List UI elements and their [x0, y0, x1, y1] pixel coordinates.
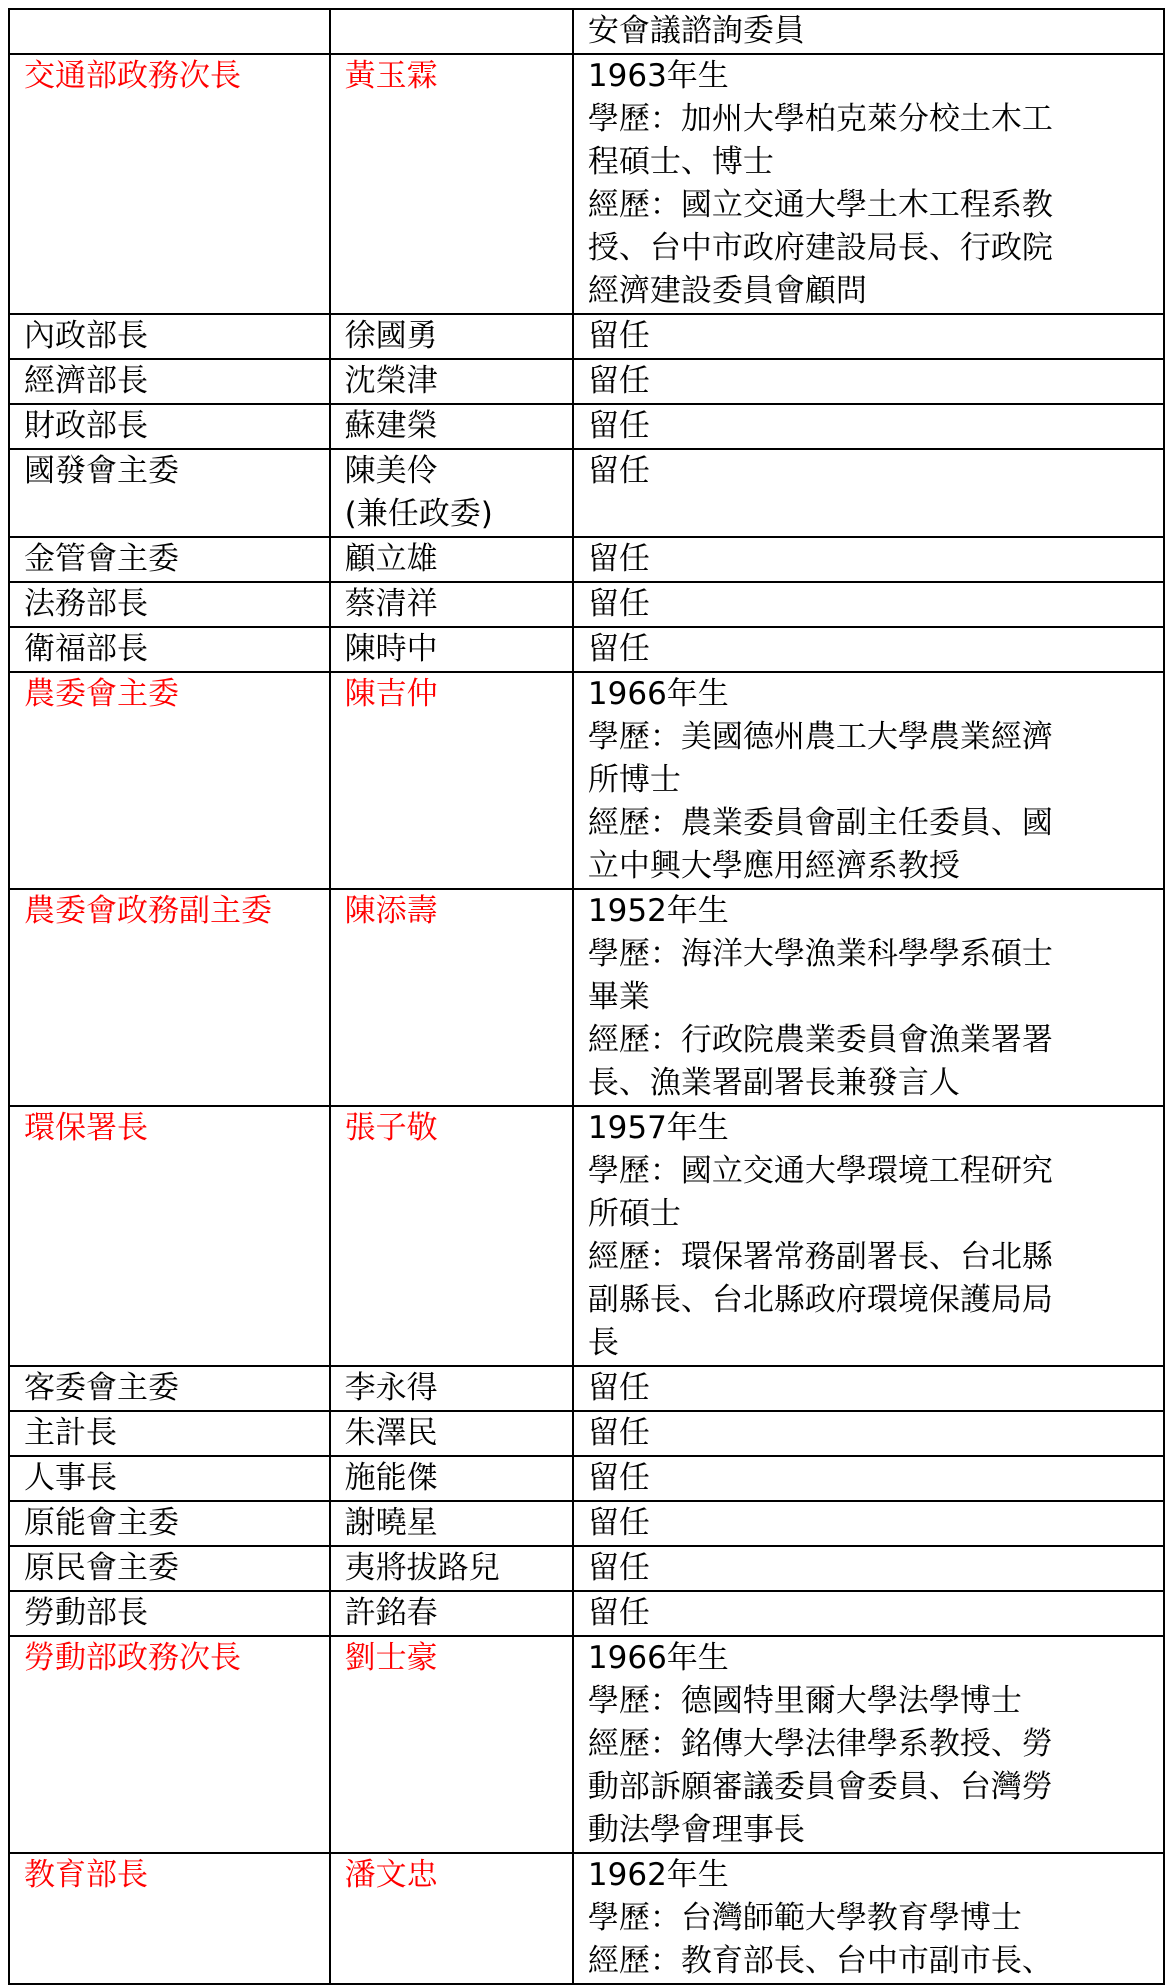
- position-cell: 原民會主委: [9, 1546, 330, 1591]
- background-line: 長: [587, 1325, 619, 1361]
- position-cell: 勞動部長: [9, 1591, 330, 1636]
- name-cell: 朱澤民: [330, 1411, 573, 1456]
- background-cell: [573, 314, 1164, 359]
- background-cell: [573, 537, 1164, 582]
- position-cell: 經濟部長: [9, 359, 330, 404]
- background-line: 經歷：教育部長、台中市副市長、: [587, 1943, 1053, 1979]
- background-line: 1952年生: [587, 893, 729, 929]
- table-row: [9, 9, 1164, 54]
- position-cell: [9, 9, 330, 54]
- table-row: [9, 1591, 1164, 1636]
- name-cell: 黃玉霖: [330, 54, 573, 314]
- name-cell: 施能傑: [330, 1456, 573, 1501]
- background-line: 留任: [587, 453, 650, 489]
- position-cell: 環保署長: [9, 1106, 330, 1366]
- table-row: [9, 449, 1164, 537]
- name-cell: 陳時中: [330, 627, 573, 672]
- background-cell: [573, 449, 1164, 537]
- position-cell: 財政部長: [9, 404, 330, 449]
- background-line: 長、漁業署副署長兼發言人: [587, 1065, 960, 1101]
- table-row: [9, 889, 1164, 1106]
- background-line: 留任: [587, 631, 650, 667]
- table-row: [9, 1853, 1164, 1984]
- name-cell: 蔡清祥: [330, 582, 573, 627]
- background-cell: [573, 1411, 1164, 1456]
- background-line: 1966年生: [587, 676, 729, 712]
- table-row: [9, 537, 1164, 582]
- background-cell: [573, 1501, 1164, 1546]
- background-cell: [573, 1546, 1164, 1591]
- background-line: 所博士: [587, 762, 681, 798]
- name-cell: 顧立雄: [330, 537, 573, 582]
- background-cell: [573, 672, 1164, 889]
- name-cell: 陳添壽: [330, 889, 573, 1106]
- name-cell: 李永得: [330, 1366, 573, 1411]
- position-cell: 交通部政務次長: [9, 54, 330, 314]
- background-line: 留任: [587, 586, 650, 622]
- background-cell: [573, 627, 1164, 672]
- background-line: 程碩士、博士: [587, 144, 774, 180]
- background-line: 經歷：行政院農業委員會漁業署署: [587, 1022, 1053, 1058]
- background-cell: [573, 54, 1164, 314]
- table-row: [9, 1546, 1164, 1591]
- name-cell: 夷將拔路兒: [330, 1546, 573, 1591]
- position-cell: 衛福部長: [9, 627, 330, 672]
- name-cell: 劉士豪: [330, 1636, 573, 1853]
- background-line: 留任: [587, 1460, 650, 1496]
- background-line: 留任: [587, 1370, 650, 1406]
- background-line: 授、台中市政府建設局長、行政院: [587, 230, 1053, 266]
- position-cell: 客委會主委: [9, 1366, 330, 1411]
- background-line: 經歷：環保署常務副署長、台北縣: [587, 1239, 1053, 1275]
- position-cell: 法務部長: [9, 582, 330, 627]
- table-row: [9, 54, 1164, 314]
- background-cell: [573, 1366, 1164, 1411]
- background-line: 安會議諮詢委員: [587, 13, 805, 49]
- position-cell: 原能會主委: [9, 1501, 330, 1546]
- position-cell: 人事長: [9, 1456, 330, 1501]
- background-cell: [573, 1591, 1164, 1636]
- background-line: 經濟建設委員會顧問: [587, 273, 867, 309]
- cabinet-table: [8, 8, 1165, 1985]
- table-row: [9, 1456, 1164, 1501]
- background-cell: [573, 582, 1164, 627]
- background-line: 動部訴願審議委員會委員、台灣勞: [587, 1769, 1053, 1805]
- background-line: 留任: [587, 408, 650, 444]
- table-row: [9, 627, 1164, 672]
- background-cell: [573, 1106, 1164, 1366]
- background-line: 經歷：國立交通大學土木工程系教: [587, 187, 1053, 223]
- background-line: 1962年生: [587, 1857, 729, 1893]
- table-row: [9, 1366, 1164, 1411]
- background-line: 1963年生: [587, 58, 729, 94]
- background-line: 學歷：國立交通大學環境工程研究: [587, 1153, 1053, 1189]
- name-cell: 陳美伶 (兼任政委): [330, 449, 573, 537]
- table-row: [9, 1411, 1164, 1456]
- background-line: 留任: [587, 1550, 650, 1586]
- background-cell: [573, 1456, 1164, 1501]
- position-cell: 金管會主委: [9, 537, 330, 582]
- background-line: 留任: [587, 363, 650, 399]
- background-cell: [573, 1636, 1164, 1853]
- cabinet-table-body: [9, 9, 1164, 1984]
- background-line: 留任: [587, 1415, 650, 1451]
- background-line: 留任: [587, 1595, 650, 1631]
- background-line: 學歷：台灣師範大學教育學博士: [587, 1900, 1022, 1936]
- background-line: 學歷：加州大學柏克萊分校土木工: [587, 101, 1053, 137]
- name-cell: 許銘春: [330, 1591, 573, 1636]
- background-line: 學歷：德國特里爾大學法學博士: [587, 1683, 1022, 1719]
- position-cell: 勞動部政務次長: [9, 1636, 330, 1853]
- name-cell: 徐國勇: [330, 314, 573, 359]
- table-row: [9, 359, 1164, 404]
- table-row: [9, 404, 1164, 449]
- background-line: 1966年生: [587, 1640, 729, 1676]
- table-row: [9, 1106, 1164, 1366]
- background-cell: [573, 9, 1164, 54]
- background-line: 1957年生: [587, 1110, 729, 1146]
- table-row: [9, 314, 1164, 359]
- position-cell: 農委會主委: [9, 672, 330, 889]
- background-cell: [573, 359, 1164, 404]
- background-cell: [573, 1853, 1164, 1984]
- background-cell: [573, 889, 1164, 1106]
- background-line: 學歷：美國德州農工大學農業經濟: [587, 719, 1053, 755]
- background-line: 留任: [587, 1505, 650, 1541]
- table-row: [9, 1501, 1164, 1546]
- position-cell: 國發會主委: [9, 449, 330, 537]
- background-line: 所碩士: [587, 1196, 681, 1232]
- name-cell: 謝曉星: [330, 1501, 573, 1546]
- name-cell: 蘇建榮: [330, 404, 573, 449]
- background-line: 動法學會理事長: [587, 1812, 805, 1848]
- name-cell: 沈榮津: [330, 359, 573, 404]
- background-line: 畢業: [587, 979, 650, 1015]
- name-cell: 陳吉仲: [330, 672, 573, 889]
- table-row: [9, 1636, 1164, 1853]
- table-row: [9, 672, 1164, 889]
- background-line: 經歷：農業委員會副主任委員、國: [587, 805, 1053, 841]
- background-line: 留任: [587, 541, 650, 577]
- background-line: 立中興大學應用經濟系教授: [587, 848, 960, 884]
- name-cell: 潘文忠: [330, 1853, 573, 1984]
- background-line: 副縣長、台北縣政府環境保護局局: [587, 1282, 1053, 1318]
- background-cell: [573, 404, 1164, 449]
- name-cell: 張子敬: [330, 1106, 573, 1366]
- background-line: 留任: [587, 318, 650, 354]
- background-line: 經歷：銘傳大學法律學系教授、勞: [587, 1726, 1053, 1762]
- background-line: 學歷：海洋大學漁業科學學系碩士: [587, 936, 1053, 972]
- position-cell: 教育部長: [9, 1853, 330, 1984]
- name-cell: [330, 9, 573, 54]
- table-row: [9, 582, 1164, 627]
- position-cell: 內政部長: [9, 314, 330, 359]
- position-cell: 農委會政務副主委: [9, 889, 330, 1106]
- position-cell: 主計長: [9, 1411, 330, 1456]
